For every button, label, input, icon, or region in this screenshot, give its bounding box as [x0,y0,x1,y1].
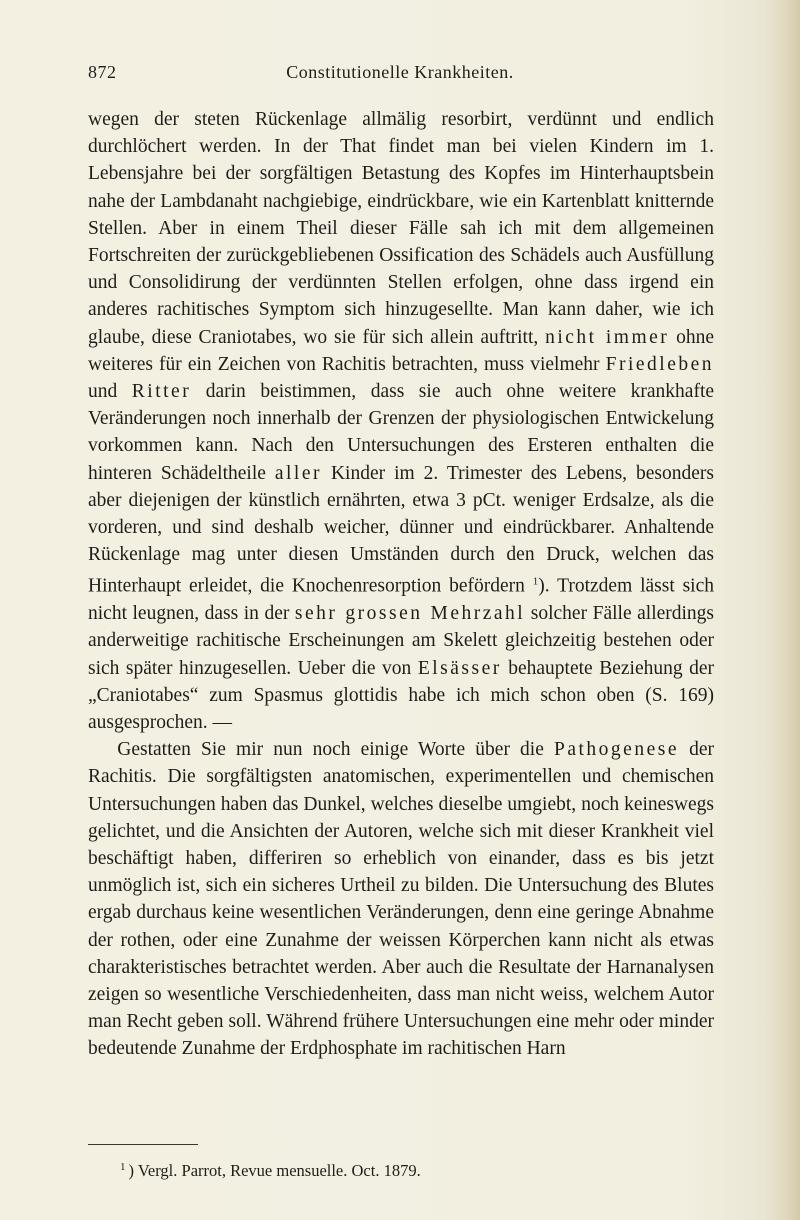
paragraph-pathogenese: Gestatten Sie mir nun noch einige Worte über die Pathogenese der Rachitis. Die sorgfältigsten anatomischen, experimentellen und chemischen Untersuchungen haben das Dunkel, welches dieselbe umgiebt, noch keineswegs gelichtet, und die Ansichten der Autoren, welche sich mit dieser Krankheit viel beschäftigt haben, differiren so erheblich von einander, dass es bis jetzt unmöglich ist, sich ein sicheres Urtheil zu bilden. Die Untersuchung des Blutes ergab durchaus keine wesentlichen Veränderungen, denn eine geringe Abnahme der rothen, oder eine Zunahme der weissen Körperchen kann nicht als etwas charakteristisches betrachtet werden. Aber auch die Resultate der Harnanalysen zeigen so wesentliche Verschiedenheiten, dass man nicht weiss, welchem Autor man Recht geben soll. Während frühere Untersuchungen eine mehr oder minder bedeutende Zunahme der Erdphosphate im rachitischen Harn [88,739,715,1060]
author-elsaesser: Elsässer [417,657,502,679]
emphasis-sehr-grossen-mehrzahl: sehr grossen Mehrzahl [294,603,526,625]
footnote-mark: 1 [120,1161,126,1173]
footnote [120,1157,700,1181]
page-number: 872 [88,62,117,82]
emphasis-aller: aller [274,462,322,484]
page-header [88,62,712,86]
author-ritter: Ritter [131,381,192,403]
author-friedleben: Friedleben [605,353,714,375]
footnote-text: ) Vergl. Parrot, Revue mensuelle. Oct. 1879. [128,1161,421,1180]
paragraph-craniotabes: wegen der steten Rückenlage allmälig resorbirt, verdünnt und endlich durchlöchert werden. In der That findet man bei vielen Kindern im 1. Lebensjahre bei der sorgfältigen Betastung des Kopfes im Hinterhauptsbein nahe der Lambdanaht nachgiebige, eindrückbare, wie ein Kartenblatt knitternde Stellen. Aber in einem Theil dieser Fälle sah ich mit dem allgemeinen Fortschreiten der zurückgebliebenen Ossification des Schädels auch Ausfüllung und Consolidirung der verdünnten Stellen erfolgen, ohne dass irgend ein anderes rachitisches Symptom sich hinzugesellte. Man kann daher, wie ich glaube, diese Craniotabes, wo sie für sich allein auftritt, nicht immer ohne weiteres für ein Zeichen von Rachitis betrachten, muss vielmehr Friedleben und Ritter darin beistimmen, dass sie auch ohne weitere krankhafte Veränderungen noch innerhalb der Grenzen der physiologischen Entwickelung vorkommen kann. Nach den Untersuchungen des Ersteren enthalten die hinteren Schädeltheile aller Kinder im 2. Trimester des Lebens, besonders aber diejenigen der künstlich ernährten, etwa 3 pCt. weniger Erdsalze, als die vorderen, und sind deshalb weicher, dünner und eindrückbarer. Anhaltende Rückenlage mag unter diesen Umständen durch den Druck, welchen das Hinterhaupt erleidet, die Knochenresorption befördern $^1$). Trotzdem lässt sich nicht leugnen, dass in der sehr grossen Mehrzahl solcher Fälle allerdings anderweitige rachitische Erscheinungen am Skelett gleichzeitig bestehen oder sich später hinzugesellen. Ueber die von Elsässer behauptete Beziehung der „Craniotabes“ zum Spasmus glottidis habe ich mich schon oben (S. 169) ausgesprochen. — [88,109,715,733]
emphasis-nicht-immer: nicht immer [545,326,670,348]
running-title: Constitutionelle Krankheiten. [286,62,514,82]
emphasis-pathogenese: Pathogenese [554,739,679,761]
footnote-rule [88,1144,198,1145]
scan-edge-shadow [766,0,800,1220]
body-text [88,106,714,1063]
footnote-reference: 1 [532,575,539,588]
